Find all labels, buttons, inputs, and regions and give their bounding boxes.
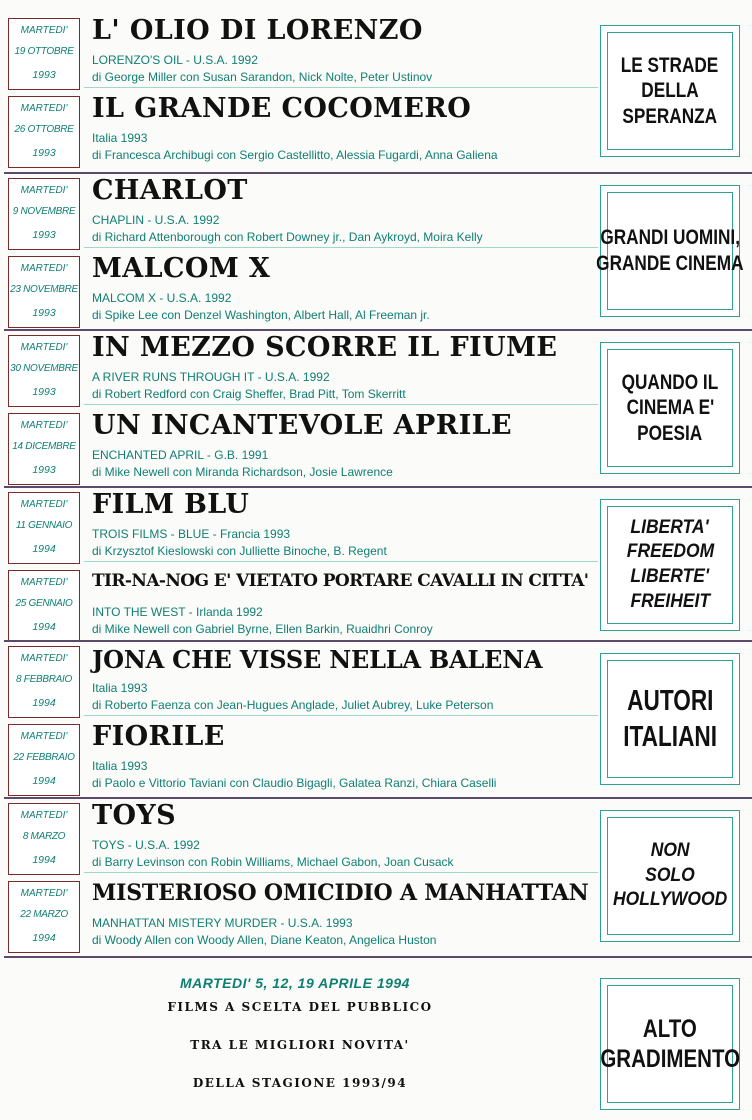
film-divider <box>84 87 598 88</box>
film-title: TOYS <box>92 800 176 831</box>
film-credits: di Mike Newell con Miranda Richardson, Josie Lawrence <box>92 465 393 479</box>
film-credits: di Richard Attenborough con Robert Downey jr., Dan Aykroyd, Moira Kelly <box>92 230 483 244</box>
film-divider <box>84 872 598 873</box>
screening-date: 23 NOVEMBRE <box>10 284 78 295</box>
theme-line: POESIA <box>637 421 703 445</box>
film-title: TIR-NA-NOG E' VIETATO PORTARE CAVALLI IN CITTA' <box>92 571 589 591</box>
group-divider <box>4 640 752 642</box>
screening-date: 25 GENNAIO <box>15 598 73 609</box>
theme-line: LIBERTE' <box>630 566 710 587</box>
screening-day: MARTEDI' <box>20 731 68 742</box>
film-title: FIORILE <box>92 721 225 752</box>
film-divider <box>84 404 598 405</box>
screening-day: MARTEDI' <box>20 653 68 664</box>
film-original-title: TROIS FILMS - BLUE - Francia 1993 <box>92 527 291 541</box>
date-box <box>8 570 80 642</box>
film-credits: di Francesca Archibugi con Sergio Castellitto, Alessia Fugardi, Anna Galiena <box>92 148 498 162</box>
date-box <box>8 18 80 90</box>
film-credits: di Paolo e Vittorio Taviani con Claudio Bigagli, Galatea Ranzi, Chiara Caselli <box>92 776 497 790</box>
screening-day: MARTEDI' <box>20 342 68 353</box>
screening-date: 8 FEBBRAIO <box>16 674 72 685</box>
theme-line: ITALIANI <box>623 721 717 753</box>
theme-line: FREIHEIT <box>630 590 710 612</box>
theme-line: GRADIMENTO <box>600 1045 740 1073</box>
theme-line: GRANDI UOMINI, <box>600 226 740 250</box>
film-title: CHARLOT <box>92 175 248 206</box>
date-box <box>8 492 80 564</box>
final-screening-dates: MARTEDI' 5, 12, 19 APRILE 1994 <box>180 975 410 991</box>
final-headline-line: TRA LE MIGLIORI NOVITA' <box>190 1038 410 1052</box>
final-headline-line: DELLA STAGIONE 1993/94 <box>192 1076 408 1090</box>
theme-line: LIBERTA' <box>630 516 710 538</box>
date-box <box>8 256 80 328</box>
screening-date: 19 OTTOBRE <box>14 46 74 57</box>
film-title: UN INCANTEVOLE APRILE <box>92 410 512 441</box>
theme-box <box>600 978 740 1110</box>
group-divider <box>4 329 752 331</box>
screening-day: MARTEDI' <box>20 499 68 510</box>
film-original-title: LORENZO'S OIL - U.S.A. 1992 <box>92 53 258 67</box>
screening-date: 22 MARZO <box>20 909 68 920</box>
theme-line: CINEMA E' <box>626 396 714 420</box>
film-title: IN MEZZO SCORRE IL FIUME <box>92 332 558 363</box>
date-box <box>8 803 80 875</box>
film-credits: di George Miller con Susan Sarandon, Nick Nolte, Peter Ustinov <box>92 70 433 84</box>
screening-date: 22 FEBBRAIO <box>13 752 75 763</box>
theme-box <box>600 653 740 785</box>
screening-day: MARTEDI' <box>20 263 68 274</box>
group-divider <box>4 486 752 488</box>
date-box <box>8 178 80 250</box>
screening-day: MARTEDI' <box>20 420 68 431</box>
film-original-title: MANHATTAN MISTERY MURDER - U.S.A. 1993 <box>92 916 353 930</box>
screening-year: 1993 <box>32 386 56 398</box>
theme-line: SPERANZA <box>622 104 718 128</box>
date-box <box>8 413 80 485</box>
screening-year: 1994 <box>32 697 56 709</box>
theme-line: FREEDOM <box>626 541 714 563</box>
film-title: JONA CHE VISSE NELLA BALENA <box>92 645 543 674</box>
film-original-title: ENCHANTED APRIL - G.B. 1991 <box>92 448 269 462</box>
theme-line: AUTORI <box>626 684 714 717</box>
theme-box <box>600 810 740 942</box>
film-original-title: CHAPLIN - U.S.A. 1992 <box>92 213 220 227</box>
screening-day: MARTEDI' <box>20 25 68 36</box>
film-title: MISTERIOSO OMICIDIO A MANHATTAN <box>92 880 589 906</box>
film-divider <box>84 561 598 562</box>
film-title: FILM BLU <box>92 489 250 520</box>
date-box <box>8 335 80 407</box>
theme-line: DELLA <box>641 79 699 103</box>
film-divider <box>84 247 598 248</box>
screening-year: 1994 <box>32 775 56 787</box>
film-original-title: MALCOM X - U.S.A. 1992 <box>92 291 232 305</box>
screening-year: 1994 <box>32 543 56 555</box>
screening-day: MARTEDI' <box>20 577 68 588</box>
film-credits: di Spike Lee con Denzel Washington, Albert Hall, Al Freeman jr. <box>92 308 430 322</box>
film-credits: di Roberto Faenza con Jean-Hugues Anglade, Juliet Aubrey, Luke Peterson <box>92 698 494 712</box>
date-box <box>8 96 80 168</box>
screening-year: 1994 <box>32 854 56 866</box>
film-original-title: A RIVER RUNS THROUGH IT - U.S.A. 1992 <box>92 370 330 384</box>
film-credits: di Barry Levinson con Robin Williams, Michael Gabon, Joan Cusack <box>92 855 454 869</box>
theme-line: GRANDE CINEMA <box>596 252 744 275</box>
film-credits: di Mike Newell con Gabriel Byrne, Ellen Barkin, Ruaidhri Conroy <box>92 622 433 636</box>
screening-day: MARTEDI' <box>20 185 68 196</box>
screening-year: 1994 <box>32 621 56 633</box>
theme-line: NON <box>650 839 690 861</box>
film-original-title: Italia 1993 <box>92 131 148 145</box>
film-credits: di Krzysztof Kieslowski con Julliette Binoche, B. Regent <box>92 544 387 558</box>
screening-date: 30 NOVEMBRE <box>10 363 78 374</box>
final-headline-line: FILMS A SCELTA DEL PUBBLICO <box>167 1000 433 1014</box>
theme-line: LE STRADE <box>621 53 719 77</box>
film-credits: di Woody Allen con Woody Allen, Diane Keaton, Angelica Huston <box>92 933 437 947</box>
theme-line: HOLLYWOOD <box>612 889 728 911</box>
screening-year: 1994 <box>32 932 56 944</box>
screening-year: 1993 <box>32 147 56 159</box>
theme-line: ALTO <box>643 1014 697 1043</box>
screening-date: 11 GENNAIO <box>15 520 73 531</box>
film-title: L' OLIO DI LORENZO <box>92 15 423 46</box>
theme-box <box>596 185 744 317</box>
theme-box <box>600 342 740 474</box>
screening-date: 8 MARZO <box>22 831 66 842</box>
film-original-title: INTO THE WEST - Irlanda 1992 <box>92 605 263 619</box>
screening-date: 26 OTTOBRE <box>14 124 74 135</box>
date-box <box>8 646 80 718</box>
screening-year: 1993 <box>32 69 56 81</box>
theme-box <box>600 25 740 157</box>
screening-date: 14 DICEMBRE <box>12 441 76 452</box>
date-box <box>8 724 80 796</box>
screening-date: 9 NOVEMBRE <box>12 206 76 217</box>
screening-year: 1993 <box>32 229 56 241</box>
film-title: MALCOM X <box>92 253 271 284</box>
film-divider <box>84 715 598 716</box>
theme-box <box>600 499 740 631</box>
screening-day: MARTEDI' <box>20 888 68 899</box>
theme-line: SOLO <box>645 864 695 886</box>
screening-year: 1993 <box>32 307 56 319</box>
group-divider <box>4 797 752 799</box>
film-credits: di Robert Redford con Craig Sheffer, Brad Pitt, Tom Skerritt <box>92 387 406 401</box>
film-original-title: TOYS - U.S.A. 1992 <box>92 838 200 852</box>
group-divider <box>4 172 752 174</box>
date-box <box>8 881 80 953</box>
film-original-title: Italia 1993 <box>92 759 148 773</box>
group-divider <box>4 956 752 958</box>
screening-year: 1993 <box>32 464 56 476</box>
screening-day: MARTEDI' <box>20 810 68 821</box>
film-title: IL GRANDE COCOMERO <box>92 93 472 124</box>
film-original-title: Italia 1993 <box>92 681 148 695</box>
screening-day: MARTEDI' <box>20 103 68 114</box>
theme-line: QUANDO IL <box>621 370 719 394</box>
